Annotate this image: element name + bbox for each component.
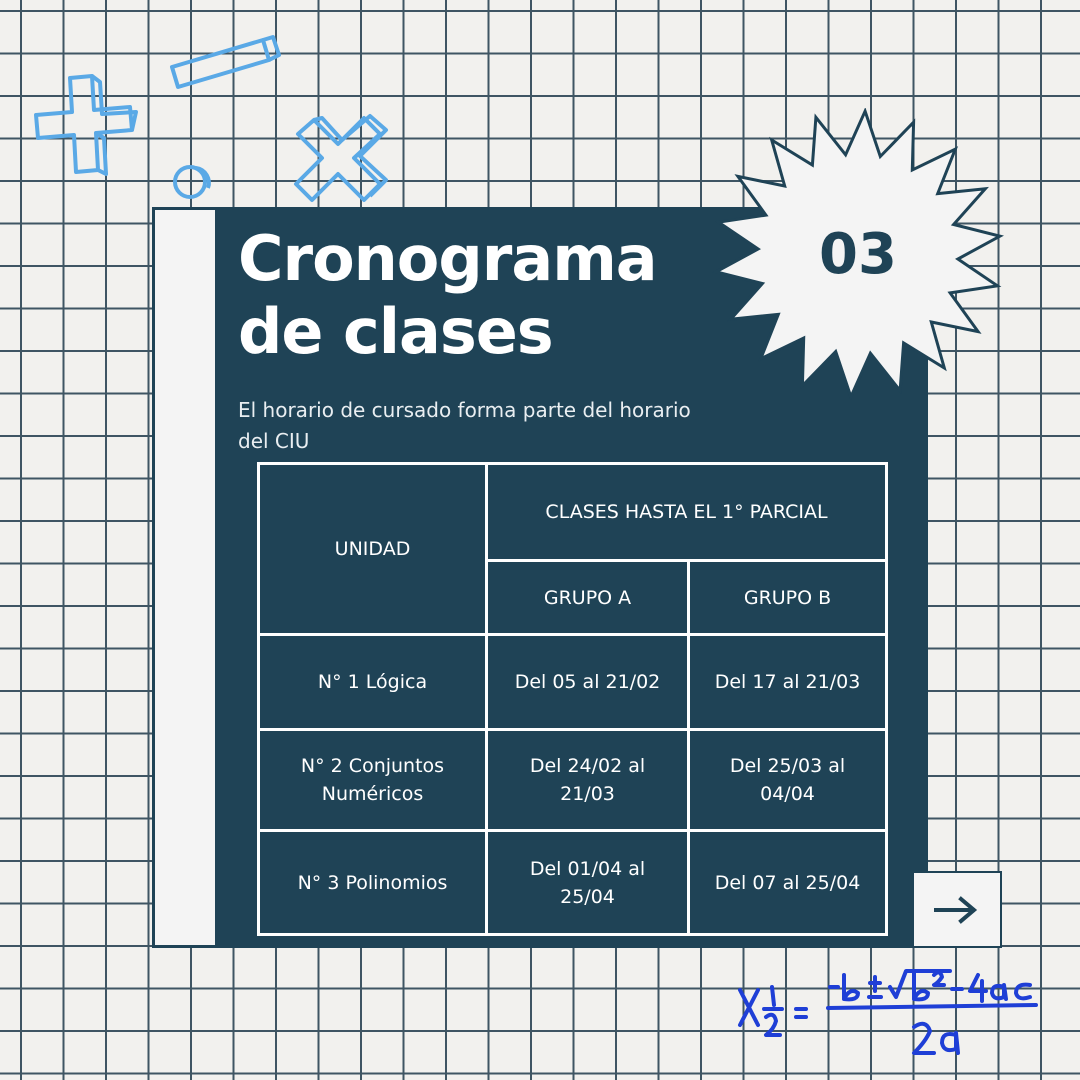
header-group-b: GRUPO B [689,561,887,635]
table-row [259,635,887,730]
title-line-1: Cronograma [238,222,657,295]
table-row [259,730,887,831]
times-sign-icon [290,112,395,212]
header-group-a: GRUPO A [487,561,689,635]
quadratic-formula-handwritten [730,965,1060,1065]
row-unit: N° 3 Polinomios [259,831,487,935]
badge-number: 03 [819,221,897,287]
header-group: CLASES HASTA EL 1° PARCIAL [487,464,887,561]
page-title [238,222,657,368]
subtitle: El horario de cursado forma parte del horario del CIU [238,398,691,453]
row-group-b: Del 17 al 21/03 [689,635,887,730]
row-group-a: Del 05 al 21/02 [487,635,689,730]
title-line-2: de clases [238,295,553,368]
header-unit: UNIDAD [259,464,487,635]
circle-icon [168,160,218,205]
arrow-right-icon [933,895,981,925]
row-group-b: Del 07 al 25/04 [689,831,887,935]
panel-strip [152,207,218,948]
row-unit: N° 2 Conjuntos Numéricos [259,730,487,831]
plus-sign-icon [30,70,150,185]
table-row [259,831,887,935]
minus-sign-icon [165,25,285,95]
row-group-a: Del 24/02 al 21/03 [487,730,689,831]
table-header-row [259,464,887,561]
next-button[interactable] [912,871,1002,948]
row-group-b: Del 25/03 al 04/04 [689,730,887,831]
row-group-a: Del 01/04 al 25/04 [487,831,689,935]
schedule-table [257,462,888,936]
row-unit: N° 1 Lógica [259,635,487,730]
